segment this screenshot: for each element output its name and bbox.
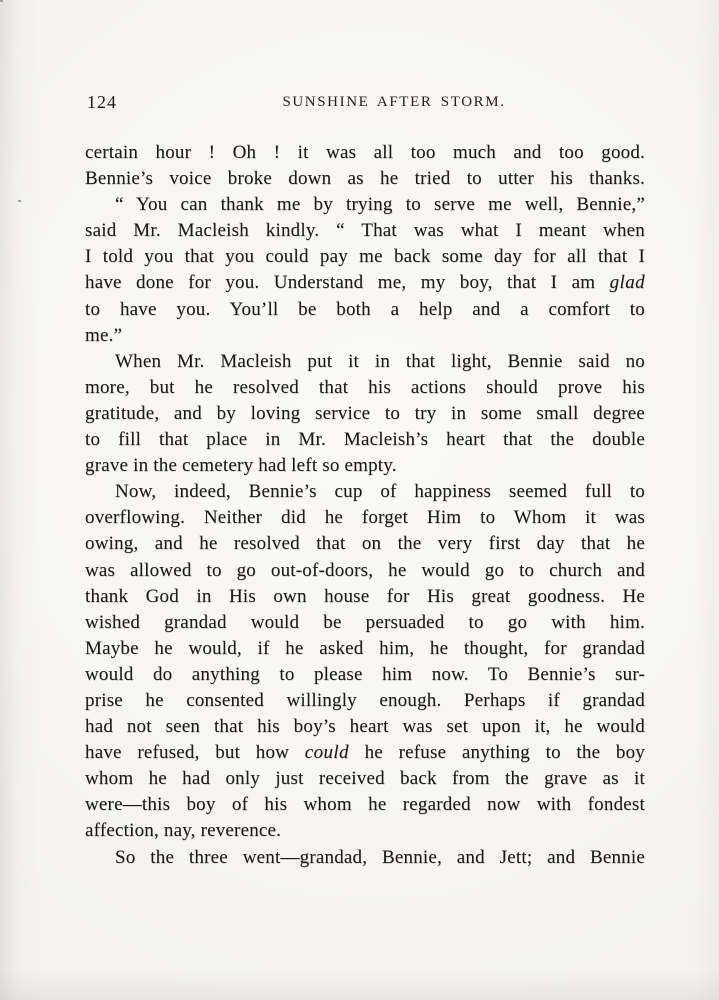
page-body-text [85, 140, 645, 871]
text-line: Now, indeed, Bennie’s cup of happiness seemed full to [115, 481, 645, 503]
text-line: I told you that you could pay me back some day for all that I [85, 246, 645, 268]
text-line: thank God in His own house for His great goodness. He [85, 585, 645, 607]
scan-speck-artifacts [0, 0, 3, 2]
text-line: gratitude, and by loving service to try in some small degree [85, 402, 645, 424]
text-line: me.” [85, 324, 123, 346]
text-line: would do anything to please him now. To Bennie’s sur- [85, 663, 645, 685]
text-line: “ You can thank me by trying to serve me well, Bennie,” [115, 194, 645, 216]
text-line: have done for you. Understand me, my boy, that I am glad [85, 272, 645, 294]
text-line: Maybe he would, if he asked him, he thought, for grandad [85, 637, 645, 659]
page-number: 124 [87, 92, 117, 112]
running-title: SUNSHINE AFTER STORM. [282, 94, 506, 110]
text-line: affection, nay, reverence. [85, 820, 282, 842]
text-line: prise he consented willingly enough. Perhaps if grandad [85, 689, 645, 711]
text-line: When Mr. Macleish put it in that light, Bennie said no [115, 350, 645, 372]
text-line: said Mr. Macleish kindly. “ That was what I meant when [85, 220, 645, 242]
text-line: were—this boy of his whom he regarded now with fondest [85, 794, 645, 816]
text-line: whom he had only just received back from the grave as it [85, 768, 645, 790]
text-line: had not seen that his boy’s heart was set upon it, he would [85, 716, 645, 738]
text-line: Bennie’s voice broke down as he tried to utter his thanks. [85, 168, 645, 190]
text-line: was allowed to go out-of-doors, he would go to church and [85, 559, 645, 581]
text-line: to have you. You’ll be both a help and a comfort to [85, 298, 645, 320]
text-line: wished grandad would be persuaded to go with him. [85, 611, 645, 633]
text-line: have refused, but how could he refuse anything to the boy [85, 742, 645, 764]
text-line: more, but he resolved that his actions should prove his [85, 376, 645, 398]
text-line: owing, and he resolved that on the very first day that he [85, 533, 645, 555]
text-line: So the three went—grandad, Bennie, and Jett; and Bennie [115, 846, 645, 868]
page-header [85, 92, 645, 116]
text-line: grave in the cemetery had left so empty. [85, 455, 397, 477]
text-line: overflowing. Neither did he forget Him to Whom it was [85, 507, 645, 529]
text-line: certain hour ! Oh ! it was all too much and too good. [85, 142, 645, 163]
text-line: to fill that place in Mr. Macleish’s heart that the double [85, 429, 645, 451]
